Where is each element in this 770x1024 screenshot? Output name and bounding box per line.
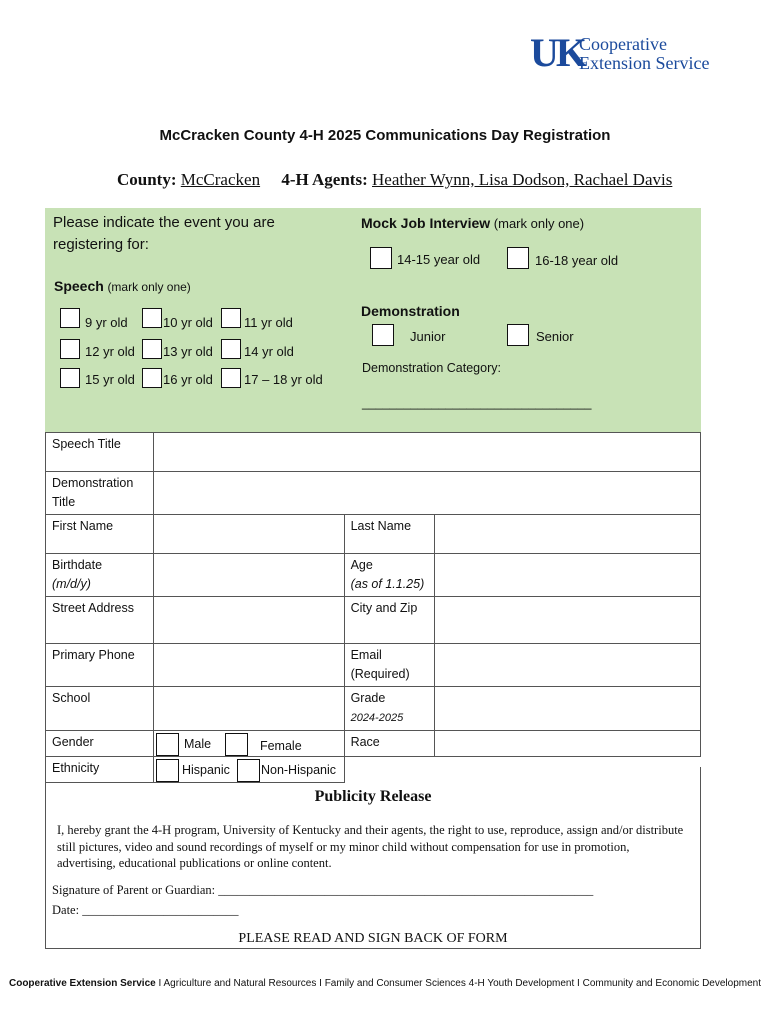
speech-14-checkbox[interactable] <box>221 339 241 359</box>
speech-option-label: 11 yr old <box>244 315 293 330</box>
demo-junior-checkbox[interactable] <box>372 324 394 346</box>
demo-category-line[interactable]: _________________________________ <box>362 396 592 410</box>
event-selection-panel <box>45 208 701 432</box>
first-name-label: First Name <box>46 515 154 554</box>
demo-senior-checkbox[interactable] <box>507 324 529 346</box>
uk-logo-mark: UK <box>530 30 584 75</box>
race-label: Race <box>344 731 434 757</box>
demo-title-label: Demonstration Title <box>46 472 154 515</box>
mock-option-label: 14-15 year old <box>397 252 481 267</box>
footer-brand: Cooperative Extension Service <box>8 978 156 989</box>
mock-16-18-checkbox[interactable] <box>507 247 529 269</box>
speech-note: (mark only one) <box>107 280 191 294</box>
grade-text: Grade <box>350 691 386 705</box>
email-input[interactable] <box>434 644 700 687</box>
male-checkbox[interactable] <box>156 733 179 756</box>
grade-input[interactable] <box>434 687 700 731</box>
first-name-input[interactable] <box>153 515 344 554</box>
age-input[interactable] <box>434 554 700 597</box>
county-value: McCracken <box>180 170 261 189</box>
male-label: Male <box>183 737 212 751</box>
speech-option-label: 15 yr old <box>85 372 135 387</box>
street-label: Street Address <box>46 597 154 644</box>
footer <box>0 978 770 989</box>
uk-logo <box>530 30 740 75</box>
speech-11-checkbox[interactable] <box>221 308 241 328</box>
agents-label: 4-H Agents: <box>281 170 368 189</box>
speech-17-18-checkbox[interactable] <box>221 368 241 388</box>
birthdate-input[interactable] <box>153 554 344 597</box>
date-label: Date: <box>52 903 80 917</box>
speech-option-label: 9 yr old <box>85 315 128 330</box>
last-name-label: Last Name <box>344 515 434 554</box>
registration-table <box>45 432 701 783</box>
birthdate-text: Birthdate <box>52 558 103 572</box>
hispanic-label: Hispanic <box>181 763 230 777</box>
birthdate-label <box>46 554 154 597</box>
county-label: County: <box>117 170 177 189</box>
event-prompt: Please indicate the event you are registering for: <box>53 214 275 253</box>
street-input[interactable] <box>153 597 344 644</box>
age-text: Age <box>350 558 373 572</box>
grade-hint: 2024-2025 <box>350 712 404 724</box>
age-hint: (as of 1.1.25) <box>350 577 425 591</box>
form-title: McCracken County 4-H 2025 Communications Day Registration <box>159 127 611 144</box>
speech-option-label: 14 yr old <box>244 344 294 359</box>
release-title: Publicity Release <box>314 788 432 805</box>
grade-label <box>344 687 434 731</box>
phone-label: Primary Phone <box>46 644 154 687</box>
race-input[interactable] <box>434 731 700 757</box>
speech-13-checkbox[interactable] <box>142 339 162 359</box>
publicity-release <box>45 767 701 949</box>
speech-9-checkbox[interactable] <box>60 308 80 328</box>
agents-value: Heather Wynn, Lisa Dodson, Rachael Davis <box>372 170 673 189</box>
phone-input[interactable] <box>153 644 344 687</box>
signature-label: Signature of Parent or Guardian: <box>52 883 216 897</box>
date-row <box>52 903 238 918</box>
city-label: City and Zip <box>344 597 434 644</box>
logo-line-2: Extension Service <box>579 53 710 73</box>
speech-label: Speech <box>54 278 104 294</box>
signature-line[interactable]: ____________________________________________________________ <box>218 883 594 897</box>
speech-title-input[interactable] <box>153 433 700 472</box>
city-input[interactable] <box>434 597 700 644</box>
age-label <box>344 554 434 597</box>
demo-title-input[interactable] <box>153 472 700 515</box>
female-label: Female <box>259 739 302 753</box>
birthdate-hint: (m/d/y) <box>52 577 91 591</box>
speech-15-checkbox[interactable] <box>60 368 80 388</box>
ethnicity-label: Ethnicity <box>46 757 154 783</box>
non-hispanic-label: Non-Hispanic <box>260 763 336 777</box>
speech-12-checkbox[interactable] <box>60 339 80 359</box>
mock-option-label: 16-18 year old <box>535 253 619 268</box>
footer-units: I Agriculture and Natural Resources I Family and Consumer Sciences 4-H Youth Development I Community and Economic Development <box>155 978 762 989</box>
speech-option-label: 16 yr old <box>163 372 213 387</box>
demo-option-label: Senior <box>536 329 574 344</box>
speech-16-checkbox[interactable] <box>142 368 162 388</box>
mock-14-15-checkbox[interactable] <box>370 247 392 269</box>
back-of-form-note: PLEASE READ AND SIGN BACK OF FORM <box>238 931 508 946</box>
signature-row <box>52 883 593 898</box>
speech-option-label: 10 yr old <box>163 315 213 330</box>
school-label: School <box>46 687 154 731</box>
mock-interview-label: Mock Job Interview <box>361 215 491 231</box>
speech-10-checkbox[interactable] <box>142 308 162 328</box>
speech-title-label: Speech Title <box>46 433 154 472</box>
gender-options <box>153 731 344 757</box>
speech-option-label: 12 yr old <box>85 344 135 359</box>
last-name-input[interactable] <box>434 515 700 554</box>
county-line <box>117 170 672 190</box>
email-label: Email (Required) <box>344 644 434 687</box>
gender-label: Gender <box>46 731 154 757</box>
demo-category-label: Demonstration Category: <box>362 361 501 375</box>
release-text: I, hereby grant the 4-H program, University of Kentucky and their agents, the right to use, reproduce, assign and/or distribute still pictures, video and sound recordings of myself or my minor child without compensation for use in promotion, advertising, educational publications or online content. <box>57 823 684 870</box>
date-line[interactable]: _________________________ <box>82 903 239 917</box>
speech-option-label: 13 yr old <box>163 344 213 359</box>
school-input[interactable] <box>153 687 344 731</box>
speech-option-label: 17 – 18 yr old <box>244 372 323 387</box>
demonstration-label: Demonstration <box>361 303 460 319</box>
logo-line-1: Cooperative <box>579 34 667 54</box>
mock-interview-note: (mark only one) <box>493 216 585 231</box>
demo-option-label: Junior <box>410 329 446 344</box>
female-checkbox[interactable] <box>225 733 248 756</box>
